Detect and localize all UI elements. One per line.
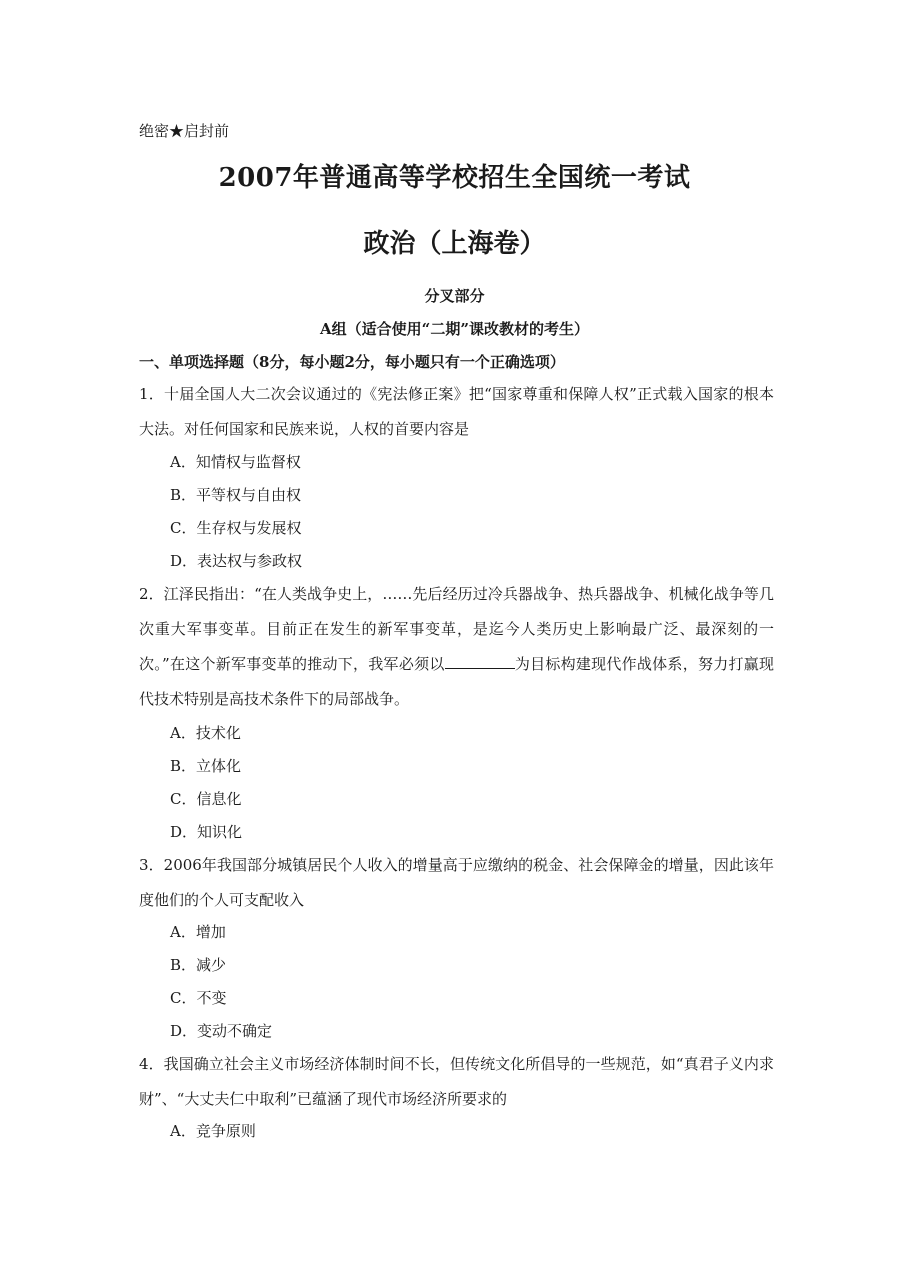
question-2-text-before: 2．江泽民指出：“在人类战争史上，……先后经历过冷兵器战争、热兵器战争、机械化战争等几次重大军事变革。目前正在发生的新军事变革，是迄今人类历史上影响最广泛、最深刻的一次。”在这个新军事变革的推动下，我军必须以 [139,585,774,673]
part-heading: 一、单项选择题（8分，每小题2分，每小题只有一个正确选项） [139,353,565,371]
exam-subtitle: 政治（上海卷） [363,229,546,259]
question-1-option-d: D．表达权与参政权 [170,552,303,570]
question-2 [139,577,774,717]
question-2-option-c: C．信息化 [170,790,242,808]
question-1-option-c: C．生存权与发展权 [170,519,302,537]
exam-title: 2007年普通高等学校招生全国统一考试 [218,163,691,193]
secret-mark: 绝密★启封前 [139,122,230,140]
question-1-option-a: A．知情权与监督权 [170,453,301,471]
question-3-option-c: C．不变 [170,989,227,1007]
question-1-option-b: B．平等权与自由权 [170,486,302,504]
question-2-option-d: D．知识化 [170,823,243,841]
question-1: 1．十届全国人大二次会议通过的《宪法修正案》把“国家尊重和保障人权”正式载入国家的根本大法。对任何国家和民族来说，人权的首要内容是 [139,385,774,438]
question-2-option-a: A．技术化 [170,724,241,742]
group-label: A组（适合使用“二期”课改教材的考生） [320,320,589,338]
question-4: 4．我国确立社会主义市场经济体制时间不长，但传统文化所倡导的一些规范，如“真君子义内求财”、“大丈夫仁中取利”已蕴涵了现代市场经济所要求的 [139,1055,774,1108]
question-3: 3．2006年我国部分城镇居民个人收入的增量高于应缴纳的税金、社会保障金的增量，因此该年度他们的个人可支配收入 [139,856,774,909]
question-4-option-a: A．竞争原则 [170,1122,256,1140]
question-3-option-b: B．减少 [170,956,227,974]
section-label: 分叉部分 [424,287,485,305]
answer-blank [445,654,515,669]
question-3-option-a: A．增加 [170,923,226,941]
question-3-option-d: D．变动不确定 [170,1022,273,1040]
question-2-text-after: 为目标构建现代作战体系，努力打赢现代技术特别是高技术条件下的局部战争。 [139,655,774,708]
question-2-option-b: B．立体化 [170,757,242,775]
